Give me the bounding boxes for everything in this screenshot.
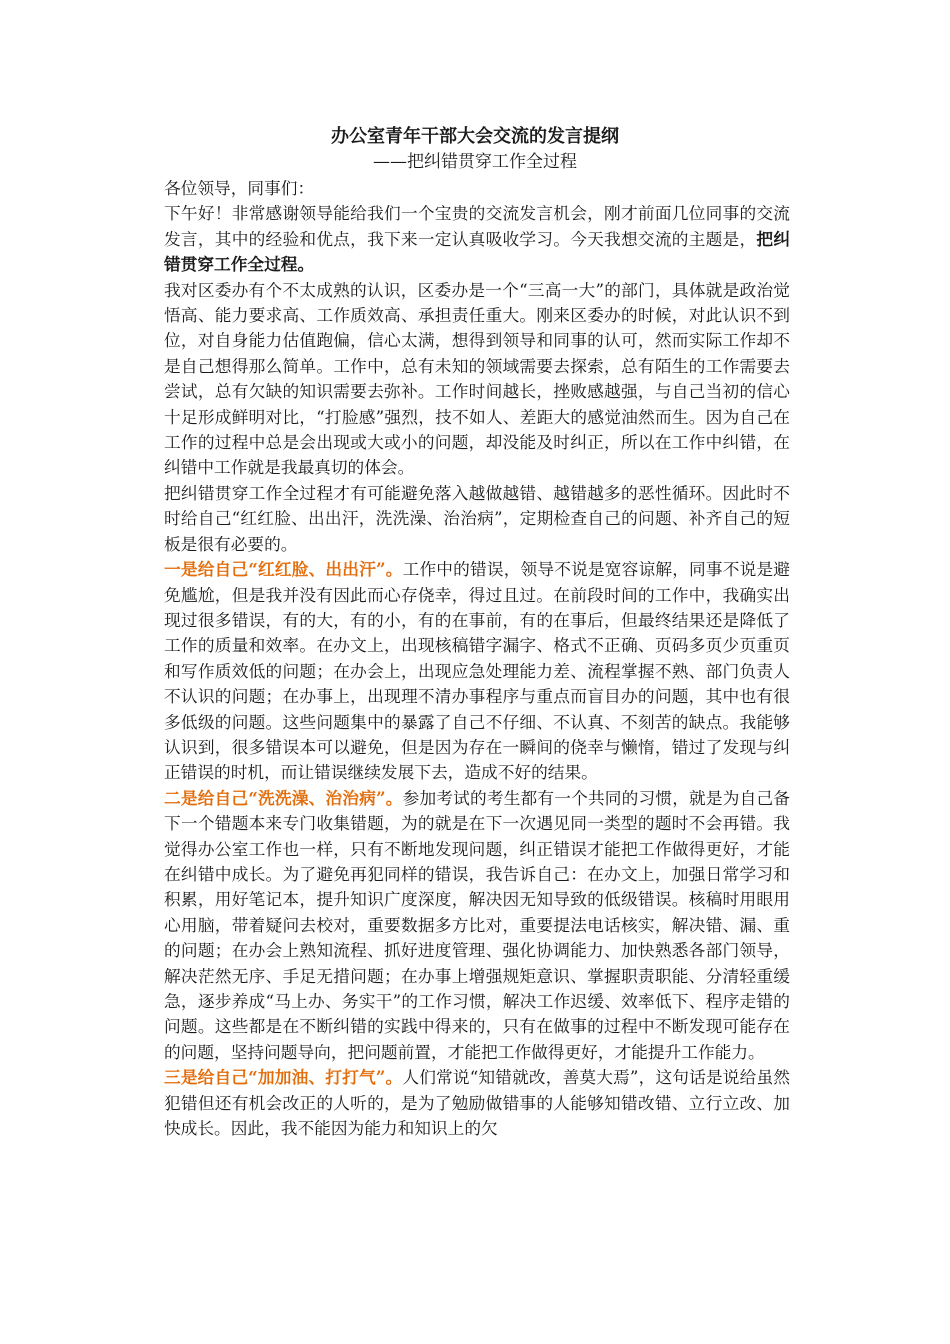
document-title: 办公室青年干部大会交流的发言提纲 xyxy=(331,126,619,147)
intro-paragraph xyxy=(164,201,790,277)
document-subtitle: ——把纠错贯穿工作全过程 xyxy=(373,152,577,172)
section-2-heading: 二是给自己“洗洗澡、治治病”。 xyxy=(164,787,403,808)
intro-text: 下午好！非常感谢领导能给我们一个宝贵的交流发言机会，刚才前面几位同事的交流发言，其中的经验和优点，我下来一定认真吸收学习。今天我想交流的主题是， xyxy=(164,203,790,249)
section-2 xyxy=(164,786,790,1065)
section-1-text: 工作中的错误，领导不说是宽容谅解，同事不说是避免尴尬，但是我并没有因此而心存侥幸，得过且过。在前段时间的工作中，我确实出现过很多错误，有的大，有的小，有的在事前，有的在事后，但最终结果还是降低了工作的质量和效率。在办文上，出现核稿错字漏字、格式不正确、页码多页少页重页和写作质效低的问题；在办会上，出现应急处理能力差、流程掌握不熟、部门负责人不认识的问题；在办事上，出现理不清办事程序与重点而盲目办的问题，其中也有很多低级的问题。这些问题集中的暴露了自己不仔细、不认真、不刻苦的缺点。我能够认识到，很多错误本可以避免，但是因为存在一瞬间的侥幸与懒惰，错过了发现与纠正错误的时机，而让错误继续发展下去，造成不好的结果。 xyxy=(164,559,790,783)
greeting: 各位领导，同事们： xyxy=(164,178,315,198)
intro-emphasis: 把纠错贯穿工作全过程。 xyxy=(164,228,791,275)
section-3-text: 人们常说“知错就改，善莫大焉”，这句话是说给虽然犯错但还有机会改正的人听的，是为了勉励做错事的人能够知错改错、立行立改、加快成长。因此，我不能因为能力和知识上的欠 xyxy=(164,1067,790,1139)
section-3-heading: 三是给自己“加加油、打打气”。 xyxy=(164,1067,403,1088)
paragraph-2: 把纠错贯穿工作全过程才有可能避免落入越做越错、越错越多的恶性循环。因此时不时给自己“红红脸、出出汗，洗洗澡、治治病”，定期检查自己的问题、补齐自己的短板是很有必要的。 xyxy=(164,482,790,554)
section-3 xyxy=(164,1065,790,1141)
section-1-heading: 一是给自己“红红脸、出出汗”。 xyxy=(164,559,403,580)
section-2-text: 参加考试的考生都有一个共同的习惯，就是为自己备下一个错题本来专门收集错题，为的就是在下一次遇见同一类型的题时不会再错。我觉得办公室工作也一样，只有不断地发现问题，纠正错误才能把工作做得更好，才能在纠错中成长。为了避免再犯同样的错误，我告诉自己：在办文上，加强日常学习和积累，用好笔记本，提升知识广度深度，解决因无知导致的低级错误。核稿时用眼用心用脑，带着疑问去校对，重要数据多方比对，重要提法电话核实，解决错、漏、重的问题；在办会上熟知流程、抓好进度管理、强化协调能力、加快熟悉各部门领导，解决茫然无序、手足无措问题；在办事上增强规矩意识、掌握职责职能、分清轻重缓急，逐步养成“马上办、务实干”的工作习惯，解决工作迟缓、效率低下、程序走错的问题。这些都是在不断纠错的实践中得来的，只有在做事的过程中不断发现可能存在的问题，坚持问题导向，把问题前置，才能把工作做得更好，才能提升工作能力。 xyxy=(164,787,790,1062)
document-body xyxy=(164,176,790,1141)
paragraph-1: 我对区委办有个不太成熟的认识，区委办是一个“三高一大”的部门，具体就是政治觉悟高、能力要求高、工作质效高、承担责任重大。刚来区委办的时候，对此认识不到位，对自身能力估值跑偏，信心太满，想得到领导和同事的认可，然而实际工作却不是自己想得那么简单。工作中，总有未知的领域需要去探索，总有陌生的工作需要去尝试，总有欠缺的知识需要去弥补。工作时间越长，挫败感越强，与自己当初的信心十足形成鲜明对比，“打脸感”强烈，技不如人、差距大的感觉油然而生。因为自己在工作的过程中总是会出现或大或小的问题，却没能及时纠正，所以在工作中纠错，在纠错中工作就是我最真切的体会。 xyxy=(164,279,790,478)
section-1 xyxy=(164,557,790,786)
